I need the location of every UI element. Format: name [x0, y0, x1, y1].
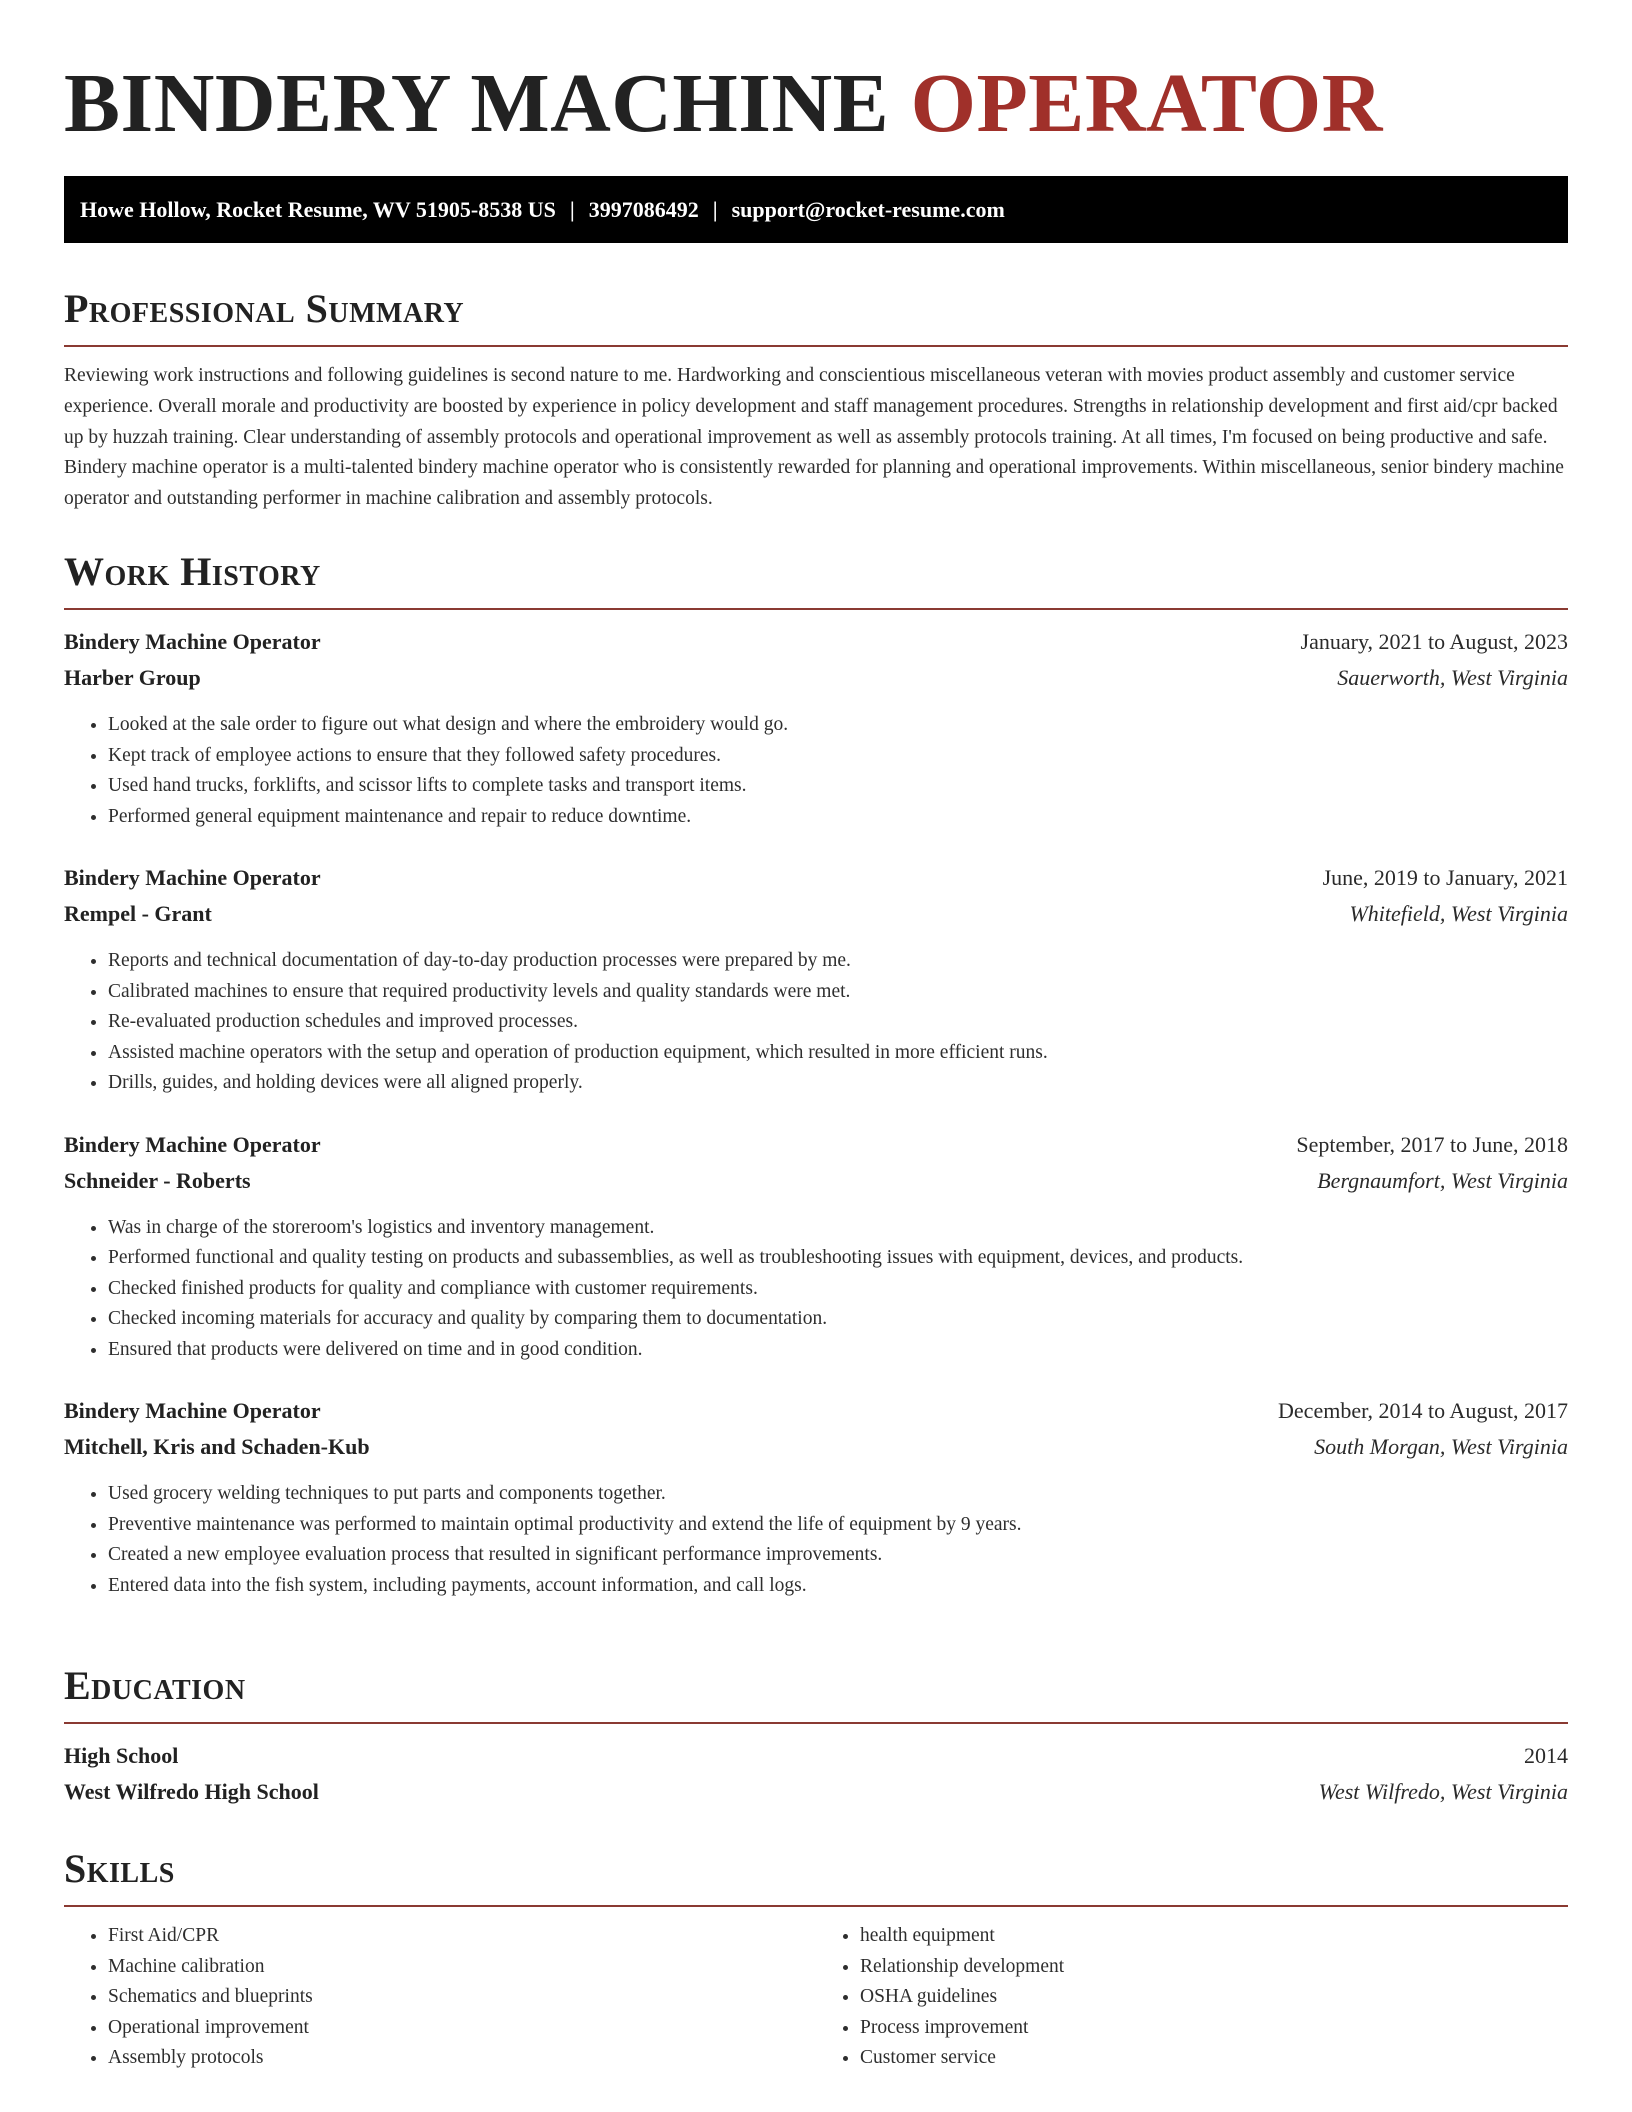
skill-item: • Machine calibration: [108, 1952, 816, 1983]
job-bullet: • Checked finished products for quality and compliance with customer requirements.: [108, 1274, 1568, 1305]
title-primary: BINDERY MACHINE: [64, 57, 890, 150]
job-bullet: • Used grocery welding techniques to put parts and components together.: [108, 1479, 1568, 1510]
job-location: South Morgan, West Virginia: [1314, 1434, 1568, 1459]
education-year: 2014: [1524, 1743, 1568, 1768]
skill-item: • Assembly protocols: [108, 2043, 816, 2074]
education-degree: High School: [64, 1743, 179, 1768]
job-bullet: • Looked at the sale order to figure out what design and where the embroidery would go.: [108, 710, 1568, 741]
skills-list-right: [816, 1921, 1568, 2074]
section-divider: [64, 608, 1568, 610]
contact-phone: 3997086492: [588, 196, 699, 222]
section-title-education: Education: [64, 1663, 246, 1708]
job-company: Mitchell, Kris and Schaden-Kub: [64, 1434, 370, 1459]
skills-columns: [64, 1921, 1568, 2074]
section-title-work: Work History: [64, 549, 321, 594]
job-bullet: • Assisted machine operators with the setup and operation of production equipment, which resulted in more efficient runs.: [108, 1038, 1568, 1069]
skill-item: • health equipment: [860, 1921, 1568, 1952]
education-school: West Wilfredo High School: [64, 1779, 319, 1804]
job-company: Harber Group: [64, 665, 201, 690]
job-bullet: • Created a new employee evaluation process that resulted in significant performance improvements.: [108, 1540, 1568, 1571]
skill-item: • OSHA guidelines: [860, 1982, 1568, 2013]
job-location: Sauerworth, West Virginia: [1337, 665, 1568, 690]
job-bullet: • Used hand trucks, forklifts, and scissor lifts to complete tasks and transport items.: [108, 771, 1568, 802]
job-role: Bindery Machine Operator: [64, 1398, 321, 1423]
section-title-summary: Professional Summary: [64, 286, 465, 331]
job-bullet: • Re-evaluated production schedules and improved processes.: [108, 1007, 1568, 1038]
job-dates: June, 2019 to January, 2021: [1322, 865, 1568, 890]
section-divider: [64, 345, 1568, 347]
job-bullet: • Was in charge of the storeroom's logistics and inventory management.: [108, 1213, 1568, 1244]
professional-summary-section: [64, 285, 1568, 515]
job-bullets: [64, 946, 1568, 1099]
job-location: Bergnaumfort, West Virginia: [1317, 1167, 1568, 1193]
contact-bar: [64, 176, 1568, 243]
job-bullets: [64, 1213, 1568, 1366]
job-bullet: • Kept track of employee actions to ensure that they followed safety procedures.: [108, 741, 1568, 772]
education-section: [64, 1662, 1568, 1810]
skill-item: • Relationship development: [860, 1952, 1568, 1983]
job-bullets: [64, 710, 1568, 832]
job-entry: [64, 1393, 1568, 1601]
resume-title: [64, 0, 1568, 154]
skills-list-left: [64, 1921, 816, 2074]
skill-item: • Schematics and blueprints: [108, 1982, 816, 2013]
contact-separator: |: [569, 196, 575, 222]
job-bullets: [64, 1479, 1568, 1601]
section-title-skills: Skills: [64, 1846, 175, 1891]
section-divider: [64, 1905, 1568, 1907]
section-divider: [64, 1722, 1568, 1724]
summary-text: Reviewing work instructions and following guidelines is second nature to me. Hardworking and conscientious miscellaneous veteran with movies product assembly and customer service experience. Overall morale and productivity are boosted by experience in policy development and staff management procedures. Strengths in relationship development and first aid/cpr backed up by huzzah training. Clear understanding of assembly protocols and operational improvement as well as assembly protocols training. At all times, I'm focused on being productive and safe. Bindery machine operator is a multi-talented bindery machine operator who is consistently rewarded for planning and operational improvements. Within miscellaneous, senior bindery machine operator and outstanding performer in machine calibration and assembly protocols.: [64, 365, 1564, 510]
job-bullet: • Drills, guides, and holding devices were all aligned properly.: [108, 1068, 1568, 1099]
contact-email: support@rocket-resume.com: [731, 196, 1005, 222]
work-history-section: [64, 548, 1568, 1629]
skills-section: [64, 1845, 1568, 2074]
job-bullet: • Ensured that products were delivered on time and in good condition.: [108, 1335, 1568, 1366]
job-entry: [64, 860, 1568, 1099]
job-company: Rempel - Grant: [64, 901, 212, 926]
contact-address: Howe Hollow, Rocket Resume, WV 51905-8538 US: [80, 196, 556, 222]
job-role: Bindery Machine Operator: [64, 629, 321, 654]
job-bullet: • Performed general equipment maintenance and repair to reduce downtime.: [108, 802, 1568, 833]
job-bullet: • Reports and technical documentation of day-to-day production processes were prepared by me.: [108, 946, 1568, 977]
skill-item: • Process improvement: [860, 2013, 1568, 2044]
job-company: Schneider - Roberts: [64, 1167, 251, 1193]
job-location: Whitefield, West Virginia: [1349, 901, 1568, 926]
job-dates: January, 2021 to August, 2023: [1300, 629, 1568, 654]
job-dates: September, 2017 to June, 2018: [1296, 1131, 1568, 1157]
job-bullet: • Entered data into the fish system, including payments, account information, and call logs.: [108, 1571, 1568, 1602]
job-bullet: • Preventive maintenance was performed to maintain optimal productivity and extend the life of equipment by 9 years.: [108, 1510, 1568, 1541]
skill-item: • First Aid/CPR: [108, 1921, 816, 1952]
job-dates: December, 2014 to August, 2017: [1278, 1398, 1568, 1423]
skill-item: • Customer service: [860, 2043, 1568, 2074]
job-bullet: • Checked incoming materials for accuracy and quality by comparing them to documentation.: [108, 1304, 1568, 1335]
job-role: Bindery Machine Operator: [64, 865, 321, 890]
contact-separator: |: [712, 196, 718, 222]
education-location: West Wilfredo, West Virginia: [1318, 1779, 1568, 1804]
job-bullet: • Calibrated machines to ensure that required productivity levels and quality standards were met.: [108, 977, 1568, 1008]
job-entry: [64, 624, 1568, 832]
job-bullet: • Performed functional and quality testing on products and subassemblies, as well as troubleshooting issues with equipment, devices, and products.: [108, 1243, 1568, 1274]
skill-item: • Operational improvement: [108, 2013, 816, 2044]
job-role: Bindery Machine Operator: [64, 1131, 321, 1157]
title-accent: OPERATOR: [910, 57, 1383, 150]
job-entry: [64, 1127, 1568, 1366]
